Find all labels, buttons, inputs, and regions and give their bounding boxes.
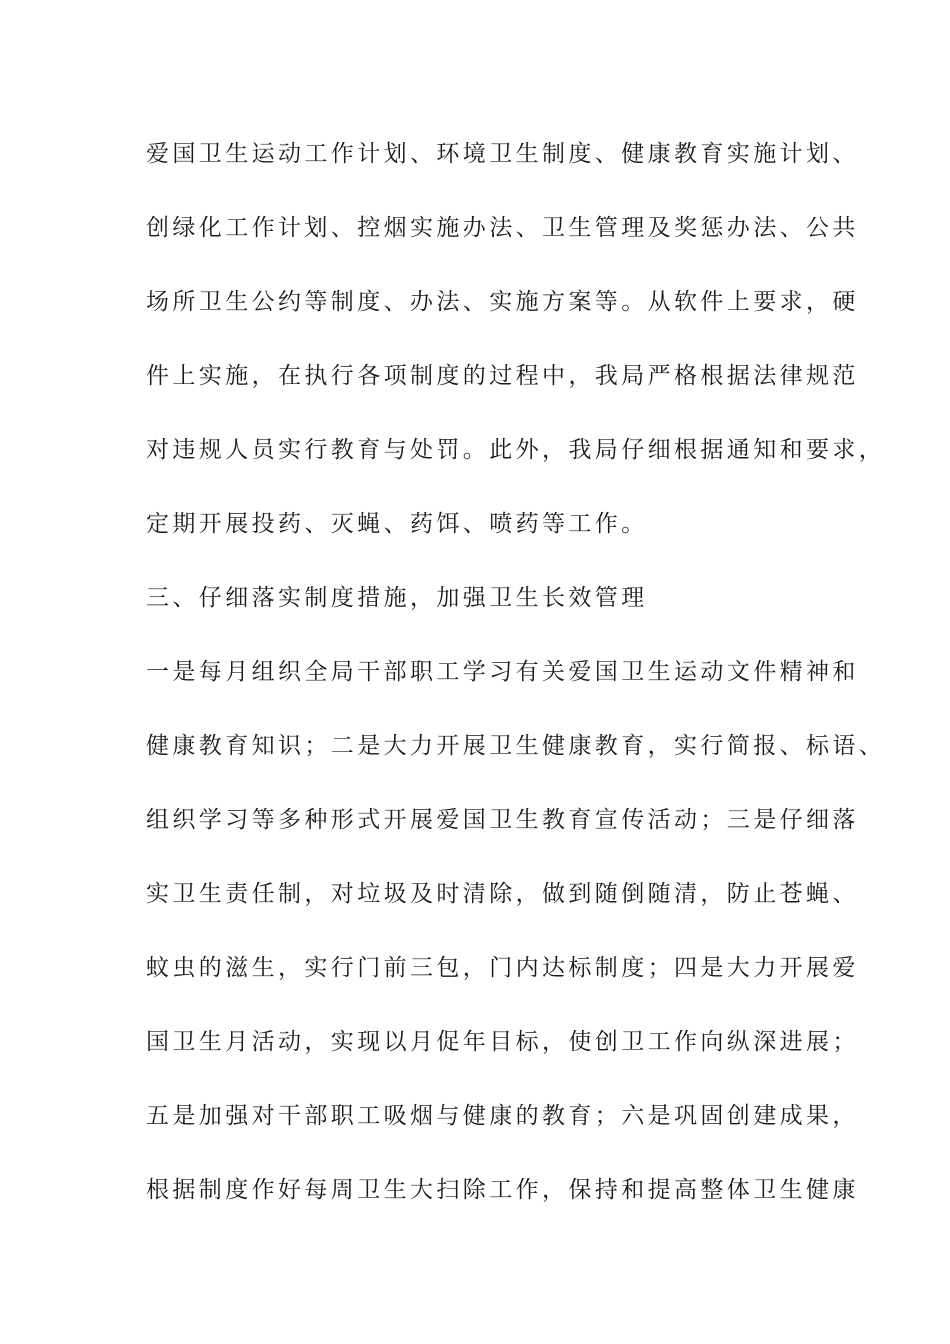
text-line: 蚊虫的滋生，实行门前三包，门内达标制度；四是大力开展爱 bbox=[146, 955, 859, 981]
text-line: 件上实施，在执行各项制度的过程中，我局严格根据法律规范 bbox=[146, 363, 859, 389]
text-line: 实卫生责任制，对垃圾及时清除，做到随倒随清，防止苍蝇、 bbox=[146, 881, 859, 907]
text-line: 五是加强对干部职工吸烟与健康的教育；六是巩固创建成果， bbox=[146, 1103, 859, 1129]
text-line: 一是每月组织全局干部职工学习有关爱国卫生运动文件精神和 bbox=[146, 659, 859, 685]
section-heading: 三、仔细落实制度措施，加强卫生长效管理 bbox=[146, 585, 648, 611]
text-line: 创绿化工作计划、控烟实施办法、卫生管理及奖惩办法、公共 bbox=[146, 215, 859, 241]
text-line: 对违规人员实行教育与处罚。此外，我局仔细根据通知和要求， bbox=[146, 437, 886, 463]
text-line: 爱国卫生运动工作计划、环境卫生制度、健康教育实施计划、 bbox=[146, 141, 859, 167]
text-line: 场所卫生公约等制度、办法、实施方案等。从软件上要求，硬 bbox=[146, 289, 859, 315]
text-line: 组织学习等多种形式开展爱国卫生教育宣传活动；三是仔细落 bbox=[146, 807, 859, 833]
text-line: 健康教育知识；二是大力开展卫生健康教育，实行简报、标语、 bbox=[146, 733, 886, 759]
text-line: 根据制度作好每周卫生大扫除工作，保持和提高整体卫生健康 bbox=[146, 1177, 859, 1203]
text-line: 定期开展投药、灭蝇、药饵、喷药等工作。 bbox=[146, 511, 648, 537]
text-line: 国卫生月活动，实现以月促年目标，使创卫工作向纵深进展； bbox=[146, 1029, 859, 1055]
